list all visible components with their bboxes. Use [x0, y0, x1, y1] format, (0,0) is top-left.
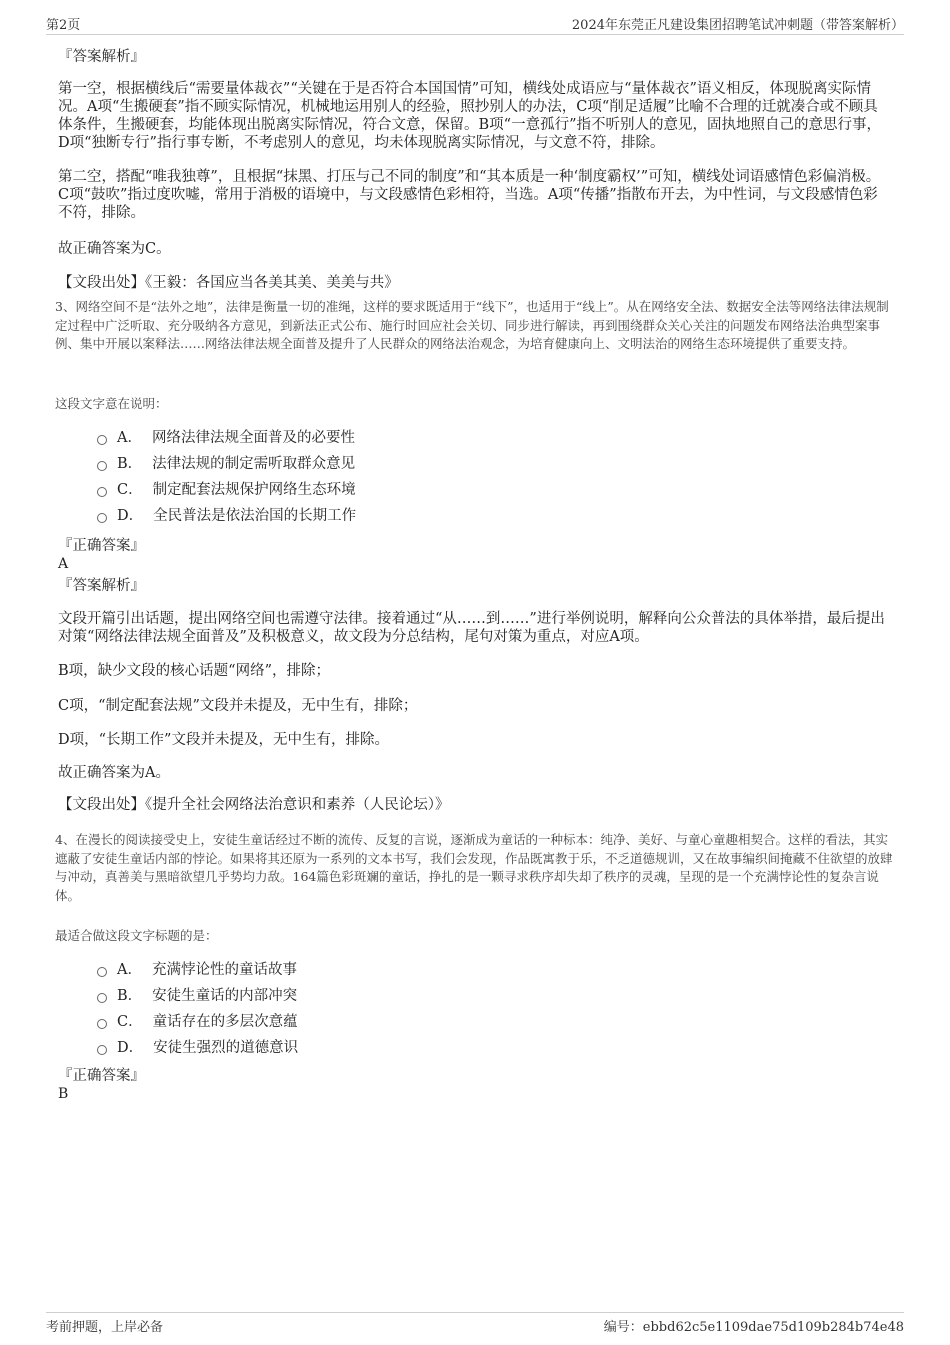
q4-answer-label: 『正确答案』	[58, 1068, 145, 1084]
q3-analysis-para1: 文段开篇引出话题，提出网络空间也需遵守法律。接着通过“从……到……”进行举例说明，解释向公众普法的具体举措，最后提出对策“网络法律法规全面普及”及积极意义，故文段为分总结构，尾句对策为重点，对应A项。	[58, 611, 885, 645]
q2-analysis-label: 『答案解析』	[58, 49, 145, 65]
q3-analysis-c: C项，“制定配套法规”文段并未提及，无中生有，排除；	[58, 698, 418, 714]
footer-slogan: 考前押题，上岸必备	[46, 1320, 164, 1335]
radio-icon[interactable]	[97, 435, 107, 445]
q4-stem: 4、在漫长的阅读接受史上，安徒生童话经过不断的流传、反复的言说，逐渐成为童话的一种标本：纯净、美好、与童心童趣相契合。这样的看法，其实遮蔽了安徒生童话内部的悖论。如果将其还原为一系列的文本书写，我们会发现，作品既寓教于乐，不乏道德规训，又在故事编织间掩藏不住欲望的放肆与冲动，真善美与黑暗欲望几乎势均力敌。164篇色彩斑斓的童话，挣扎的是一颗寻求秩序却失却了秩序的灵魂，呈现的是一个充满悖论性的复杂言说体。	[55, 832, 893, 903]
q4-option-d[interactable]: D． 安徒生强烈的道德意识	[97, 1038, 298, 1058]
radio-icon[interactable]	[97, 967, 107, 977]
q4-prompt: 最适合做这段文字标题的是：	[55, 928, 218, 943]
q2-analysis-para2: 第二空，搭配“唯我独尊”，且根据“抹黑、打压与己不同的制度”和“其本质是一种‘制度霸权’”可知，横线处词语感情色彩偏消极。C项“鼓吹”指过度吹嘘，常用于消极的语境中，与文段感情色彩相符，当选。A项“传播”指散布开去，为中性词，与文段感情色彩不符，排除。	[58, 169, 881, 221]
radio-icon[interactable]	[97, 993, 107, 1003]
q4-option-b[interactable]: B． 安徒生童话的内部冲突	[97, 986, 297, 1006]
radio-icon[interactable]	[97, 1019, 107, 1029]
page-header	[46, 14, 904, 35]
q2-conclusion: 故正确答案为C。	[58, 241, 171, 257]
document-id: 编号：ebbd62c5e1109dae75d109b284b74e48	[603, 1320, 904, 1335]
q3-stem: 3、网络空间不是“法外之地”，法律是衡量一切的准绳，这样的要求既适用于“线下”，也适用于“线上”。从在网络安全法、数据安全法等网络法律法规制定过程中广泛听取、充分吸纳各方意见，到新法正式公布、施行时回应社会关切、同步进行解读，再到围绕群众关心关注的问题发布网络法治典型案事例、集中开展以案释法……网络法律法规全面普及提升了人民群众的网络法治观念，为培育健康向上、文明法治的网络生态环境提供了重要支持。	[55, 299, 889, 351]
radio-icon[interactable]	[97, 513, 107, 523]
q2-source: 【文段出处】《王毅：各国应当各美其美、美美与共》	[58, 275, 399, 291]
q3-conclusion: 故正确答案为A。	[58, 765, 170, 781]
radio-icon[interactable]	[97, 461, 107, 471]
radio-icon[interactable]	[97, 1045, 107, 1055]
q3-answer-label: 『正确答案』	[58, 538, 145, 554]
q4-option-c[interactable]: C． 童话存在的多层次意蕴	[97, 1012, 298, 1032]
q3-prompt: 这段文字意在说明：	[55, 396, 168, 411]
q3-option-c[interactable]: C． 制定配套法规保护网络生态环境	[97, 480, 356, 500]
q4-option-a[interactable]: A． 充满悖论性的童话故事	[97, 960, 297, 980]
page-footer	[46, 1312, 904, 1333]
q3-analysis-label: 『答案解析』	[58, 578, 145, 594]
document-title: 2024年东莞正凡建设集团招聘笔试冲刺题（带答案解析）	[571, 18, 904, 33]
q3-analysis-b: B项，缺少文段的核心话题“网络”，排除；	[58, 663, 330, 679]
q3-option-a[interactable]: A． 网络法律法规全面普及的必要性	[97, 428, 355, 448]
q3-answer: A	[58, 556, 69, 572]
q3-analysis-d: D项，“长期工作”文段并未提及，无中生有，排除。	[58, 732, 389, 748]
q3-source: 【文段出处】《提升全社会网络法治意识和素养（人民论坛）》	[58, 797, 450, 813]
q3-option-d[interactable]: D． 全民普法是依法治国的长期工作	[97, 506, 356, 526]
q4-answer: B	[58, 1086, 69, 1102]
page-number: 第2页	[46, 18, 81, 33]
radio-icon[interactable]	[97, 487, 107, 497]
q3-option-b[interactable]: B． 法律法规的制定需听取群众意见	[97, 454, 355, 474]
q2-analysis-para1: 第一空，根据横线后“需要量体裁衣”“关键在于是否符合本国国情”可知，横线处成语应与“量体裁衣”语义相反，体现脱离实际情况。A项“生搬硬套”指不顾实际情况，机械地运用别人的经验，照抄别人的办法，C项“削足适履”比喻不合理的迁就凑合或不顾具体条件，生搬硬套，均能体现出脱离实际情况，符合文意，保留。B项“一意孤行”指不听别人的意见，固执地照自己的意思行事，D项“独断专行”指行事专断，不考虑别人的意见，均未体现脱离实际情况，与文意不符，排除。	[58, 81, 881, 151]
